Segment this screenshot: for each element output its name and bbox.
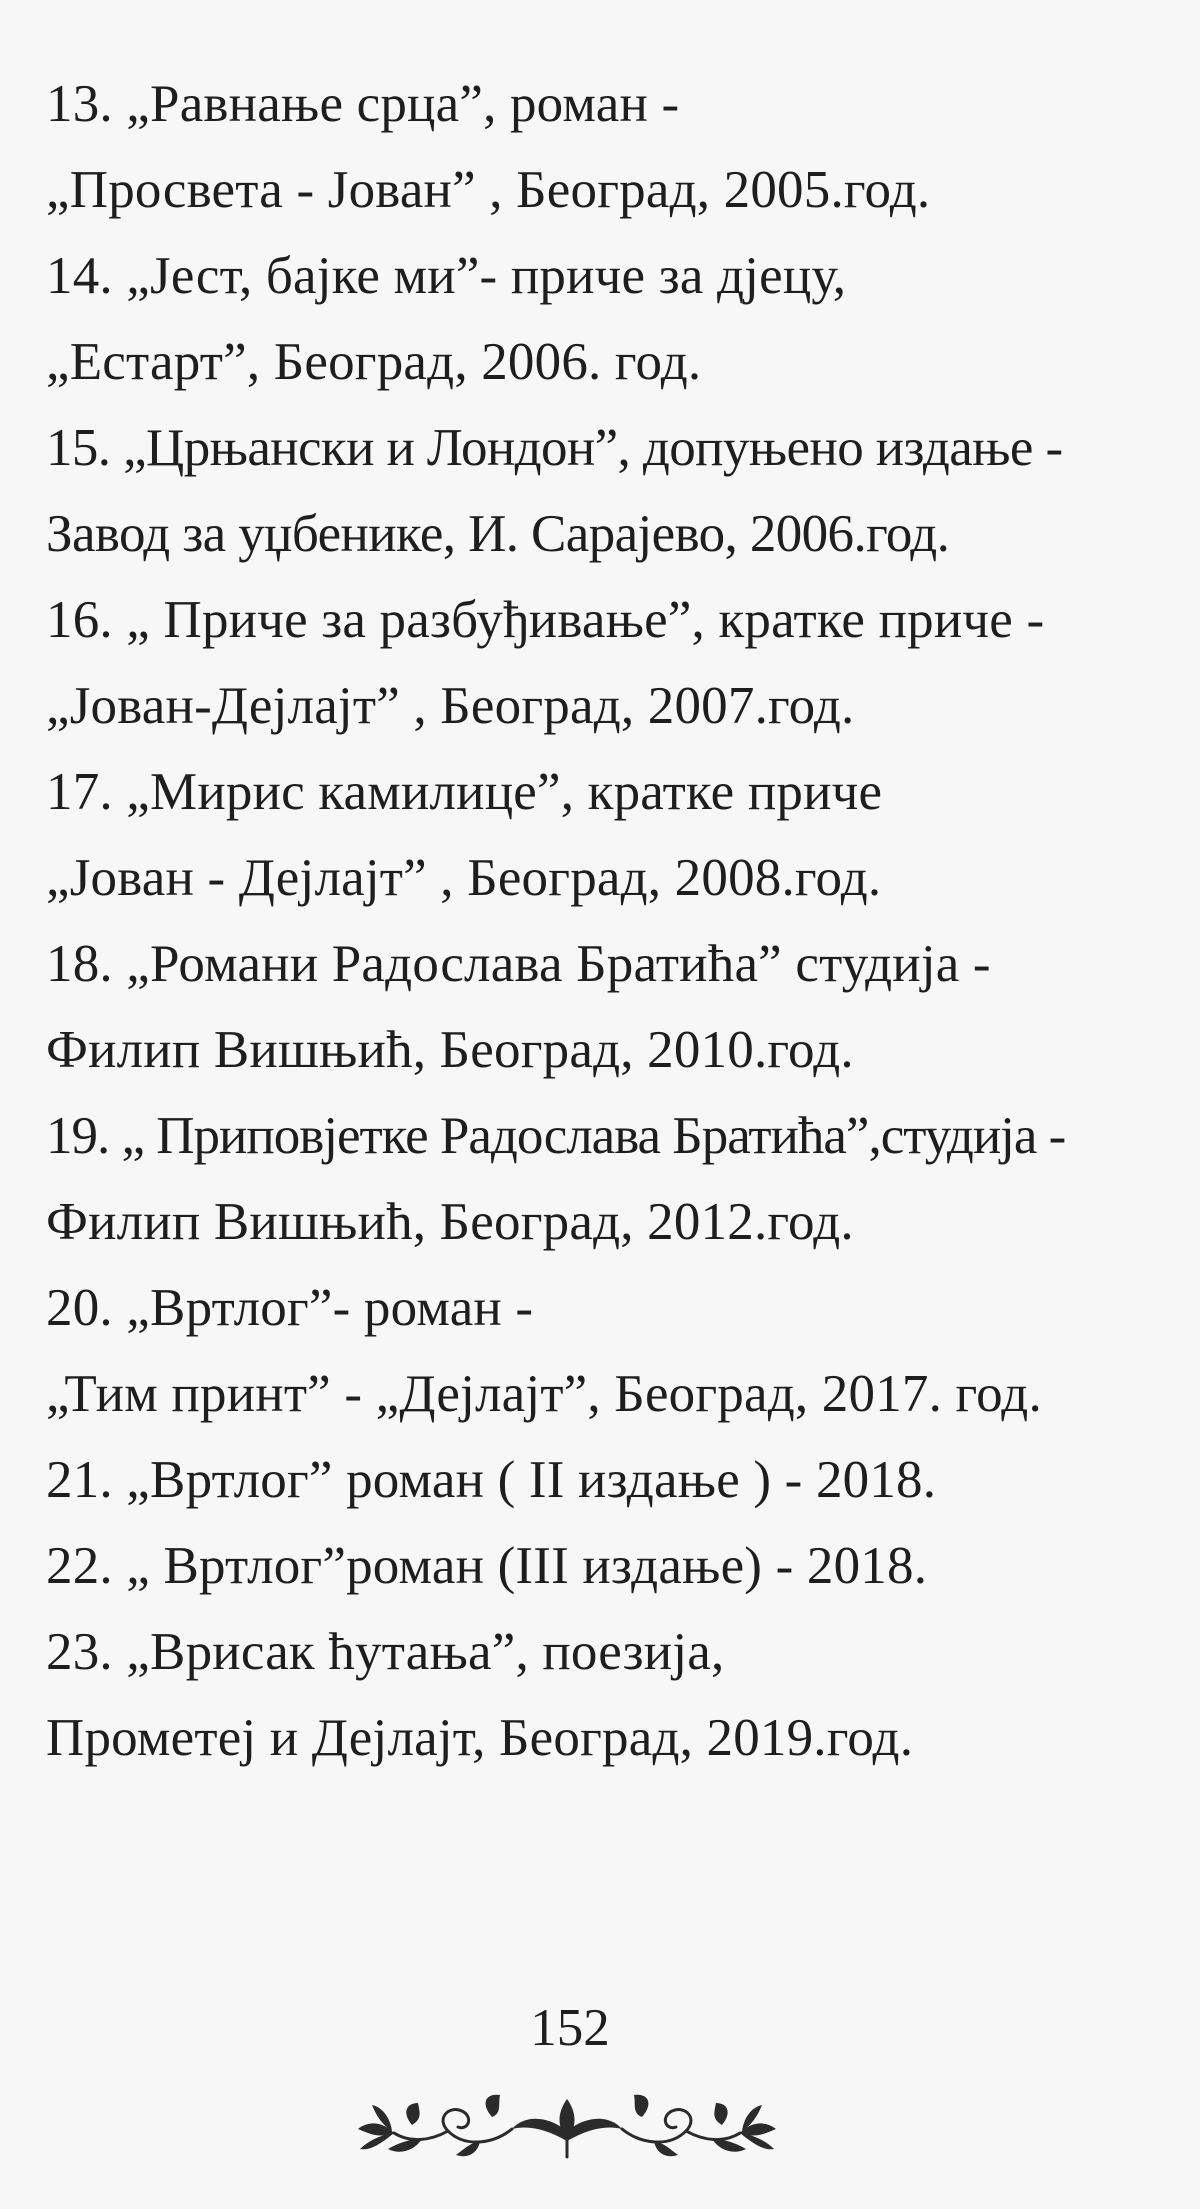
entry-19-title: 19. „ Приповјетке Радослава Братића”,студија -: [46, 1107, 1066, 1165]
entry-17-publisher: „Јован - Дејлајт” , Београд, 2008.год.: [46, 849, 882, 907]
entry-16-publisher: „Јован-Дејлајт” , Београд, 2007.год.: [46, 677, 855, 735]
entry-23-publisher: Прометеј и Дејлајт, Београд, 2019.год.: [46, 1709, 914, 1767]
entry-20-title: 20. „Вртлог”- роман -: [46, 1279, 534, 1337]
entry-15-title: 15. „Црњански и Лондон”, допуњено издање -: [46, 419, 1063, 477]
entry-20-publisher: „Тим принт” - „Дејлајт”, Београд, 2017. год.: [46, 1365, 1042, 1423]
floral-vine-ornament-icon: [352, 2085, 782, 2165]
entry-18-title: 18. „Романи Радослава Братића” студија -: [46, 935, 991, 993]
entry-22: 22. „ Вртлог”роман (III издање) - 2018.: [46, 1537, 928, 1595]
page-number: 152: [530, 1999, 610, 2057]
entry-23-title: 23. „Врисак ћутања”, поезија,: [46, 1623, 725, 1681]
entry-13-publisher: „Просвета - Јован” , Београд, 2005.год.: [46, 161, 931, 219]
entry-14-publisher: „Естарт”, Београд, 2006. год.: [46, 333, 702, 391]
entry-19-publisher: Филип Вишњић, Београд, 2012.год.: [46, 1193, 854, 1251]
entry-13-title: 13. „Равнање срца”, роман -: [46, 75, 680, 133]
entry-14-title: 14. „Јест, бајке ми”- приче за дјецу,: [46, 247, 847, 305]
entry-18-publisher: Филип Вишњић, Београд, 2010.год.: [46, 1021, 854, 1079]
entry-15-publisher: Завод за уџбенике, И. Сарајево, 2006.год.: [46, 505, 950, 563]
entry-17-title: 17. „Мирис камилице”, кратке приче: [46, 763, 883, 821]
entry-21: 21. „Вртлог” роман ( II издање ) - 2018.: [46, 1451, 937, 1509]
entry-16-title: 16. „ Приче за разбуђивање”, кратке приче -: [46, 591, 1045, 649]
